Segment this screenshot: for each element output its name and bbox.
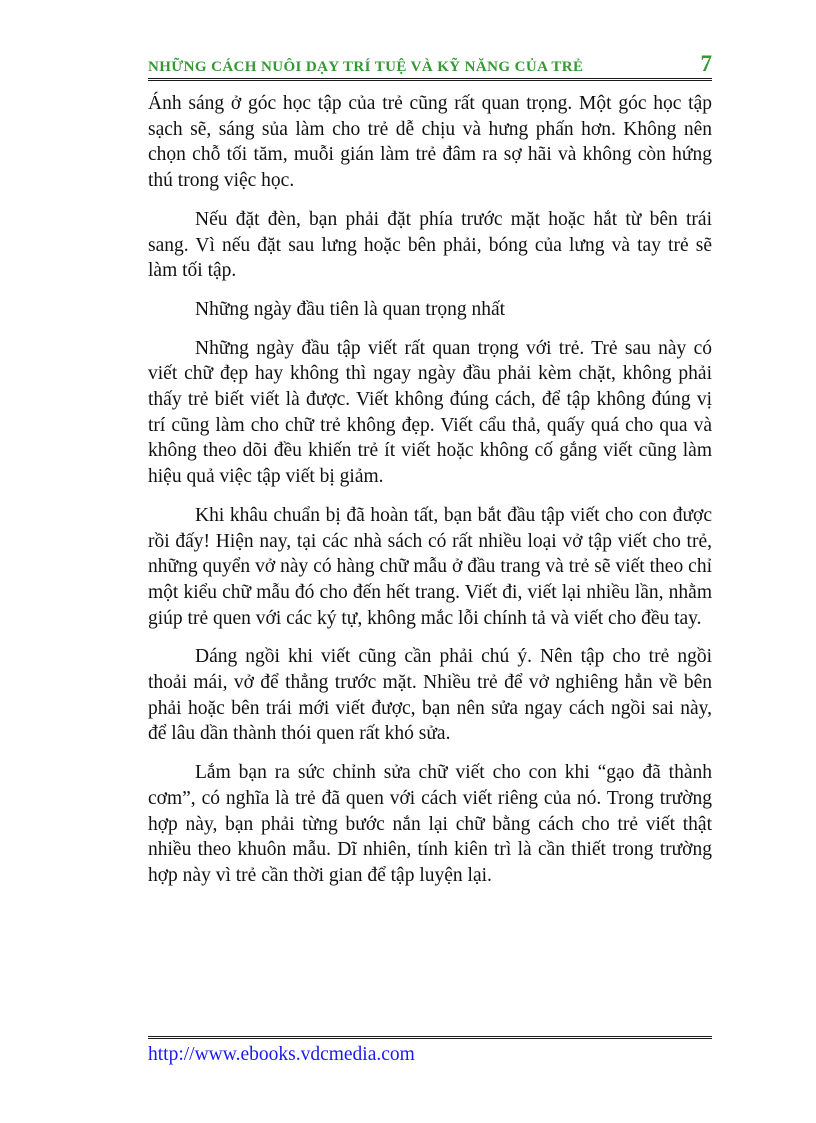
paragraph-lighting: Ánh sáng ở góc học tập của trẻ cũng rất quan trọng. Một góc học tập sạch sẽ, sáng sủa làm cho trẻ dễ chịu và hưng phấn hơn. Không nên chọn chỗ tối tăm, muỗi gián làm trẻ đâm ra sợ hãi và không còn hứng thú trong việc học. [148, 93, 712, 192]
paragraph-sitting-posture: Dáng ngồi khi viết cũng cần phải chú ý. Nên tập cho trẻ ngồi thoải mái, vở để thẳng trước mặt. Nhiều trẻ để vở nghiêng hẳn về bên phải hoặc bên trái mới viết được, bạn nên sửa ngay cách ngồi sai này, để lâu dần thành thói quen rất khó sửa. [148, 646, 712, 745]
footer-link[interactable]: http://www.ebooks.vdcmedia.com [148, 1044, 415, 1065]
page-number: 7 [700, 51, 712, 76]
paragraph-first-days-writing: Những ngày đầu tập viết rất quan trọng với trẻ. Trẻ sau này có viết chữ đẹp hay không thì ngay ngày đầu phải kèm chặt, không phải thấy trẻ biết viết là được. Viết không đúng cách, để tập không đúng vị trí cũng làm cho chữ trẻ không đẹp. Viết cẩu thả, quấy quá cho qua và không theo dõi đều khiến trẻ ít viết hoặc không cố gắng viết cũng làm hiệu quả việc tập viết bị giảm. [148, 337, 712, 488]
body-text [148, 91, 712, 902]
page-header [148, 52, 712, 76]
paragraph-correcting-handwriting: Lắm bạn ra sức chỉnh sửa chữ viết cho con khi “gạo đã thành cơm”, có nghĩa là trẻ đã quen với cách viết riêng của nó. Trong trường hợp này, bạn phải từng bước nắn lại chữ bằng cách cho trẻ viết thật nhiều theo khuôn mẫu. Dĩ nhiên, tính kiên trì là cần thiết trong trường hợp này vì trẻ cần thời gian để tập luyện lại. [148, 762, 712, 886]
paragraph-practice-books: Khi khâu chuẩn bị đã hoàn tất, bạn bắt đầu tập viết cho con được rồi đấy! Hiện nay, tại các nhà sách có rất nhiều loại vở tập viết cho trẻ, những quyển vở này có hàng chữ mẫu ở đầu trang và trẻ sẽ viết theo chỉ một kiểu chữ mẫu đó cho đến hết trang. Viết đi, viết lại nhiều lần, nhằm giúp trẻ quen với các ký tự, không mắc lỗi chính tả và viết cho đều tay. [148, 504, 712, 629]
page-footer [148, 1036, 712, 1066]
running-head-title: NHỮNG CÁCH NUÔI DẠY TRÍ TUỆ VÀ KỸ NĂNG CỦA TRẺ [148, 59, 584, 75]
header-rule [148, 78, 712, 81]
footer-rule [148, 1036, 712, 1039]
paragraph-first-days-heading: Những ngày đầu tiên là quan trọng nhất [195, 298, 506, 320]
paragraph-lamp-placement: Nếu đặt đèn, bạn phải đặt phía trước mặt hoặc hắt từ bên trái sang. Vì nếu đặt sau lưng hoặc bên phải, bóng của lưng và tay trẻ sẽ làm tối tập. [148, 208, 712, 282]
